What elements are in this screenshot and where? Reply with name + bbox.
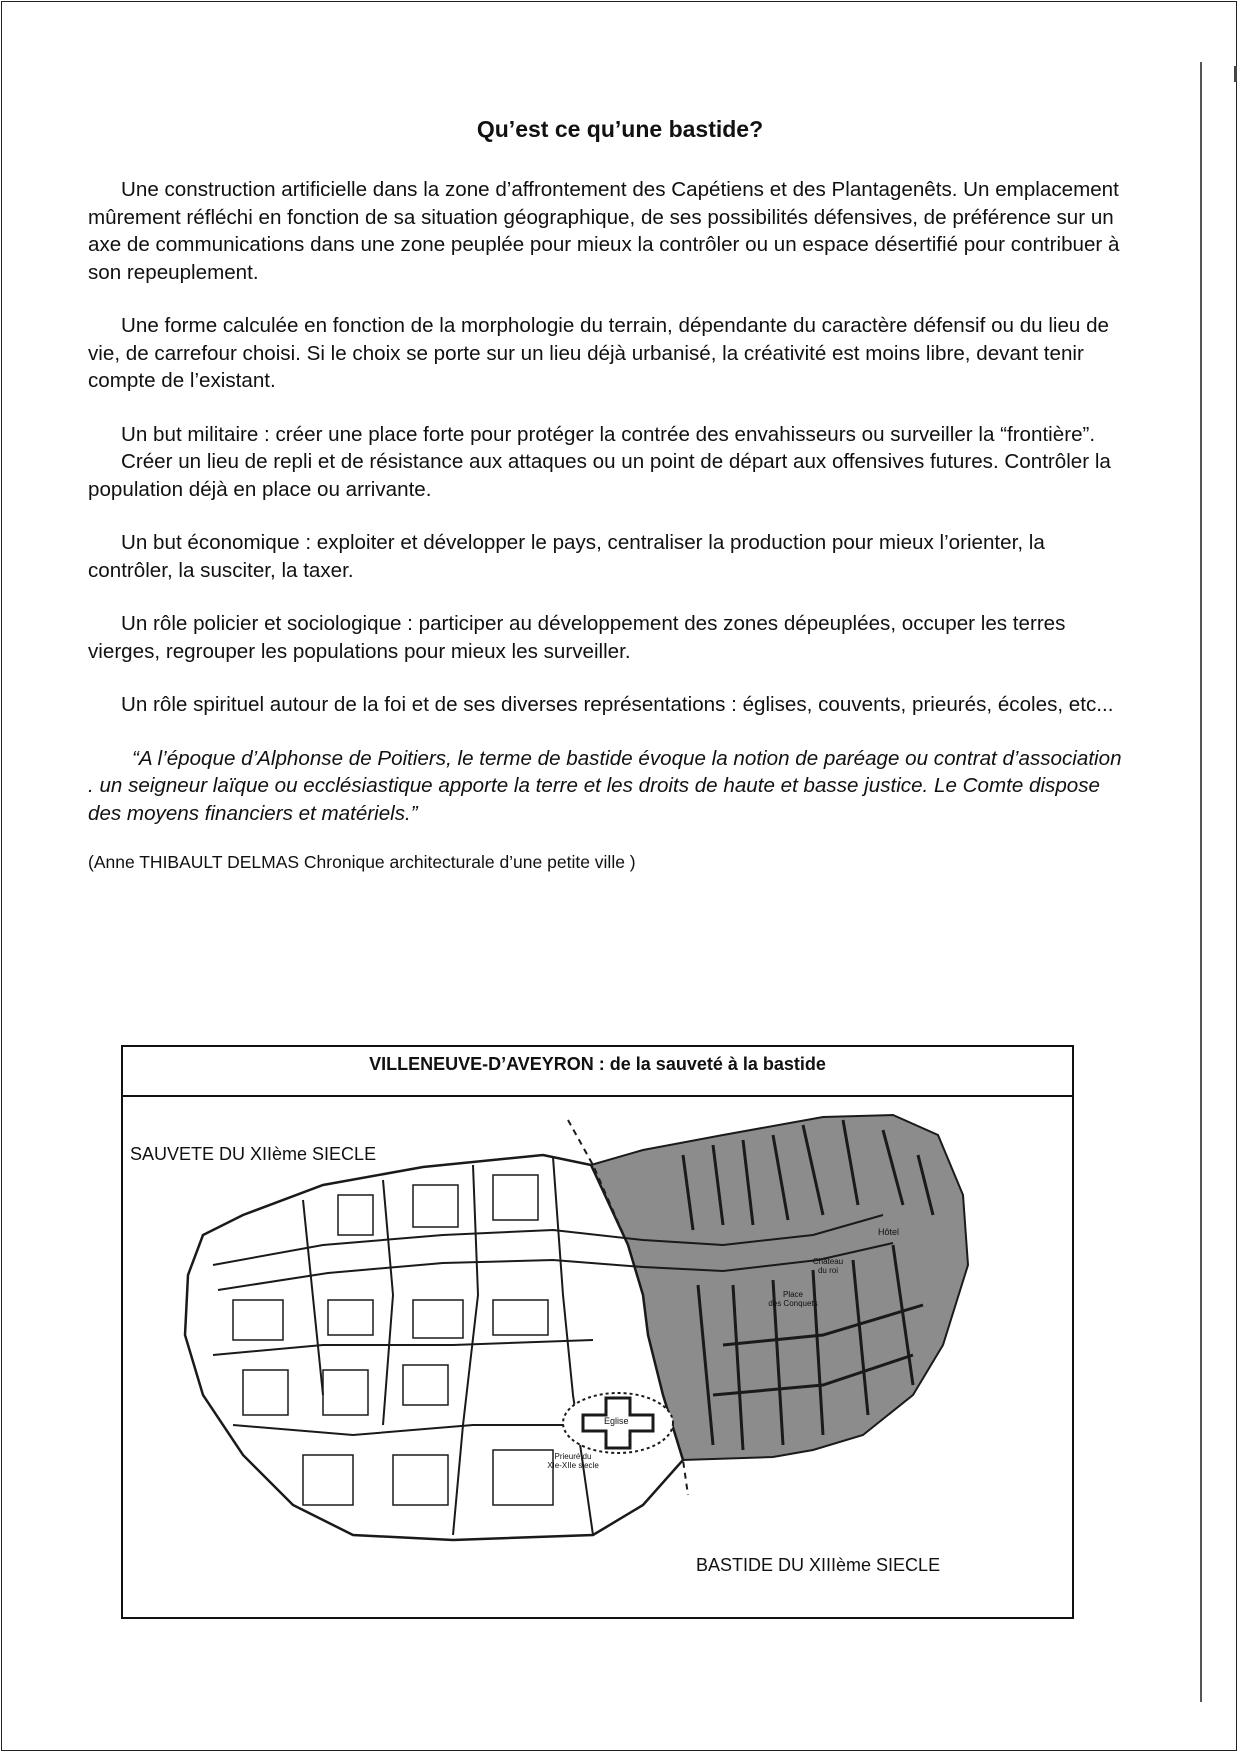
label-sauvete: SAUVETE DU XIIème SIECLE bbox=[130, 1144, 377, 1164]
paragraph-forme: Une forme calculée en fonction de la morphologie du terrain, dépendante du caractère défensif ou du lieu de vie, de carrefour choisi. Si le choix se porte sur un lieu déjà urbanisé, la créativité est moins libre, devant tenir compte de l’existant. bbox=[88, 314, 1110, 392]
map-figure bbox=[121, 1045, 1074, 1619]
label-place: Place des Conquets bbox=[768, 1290, 818, 1308]
scan-edge-mark bbox=[1234, 66, 1237, 82]
map-title: VILLENEUVE-D’AVEYRON : de la sauveté à la bastide bbox=[123, 1047, 1072, 1097]
label-eglise: Eglise bbox=[604, 1416, 629, 1426]
label-hotel: Hôtel bbox=[878, 1227, 900, 1237]
body-text bbox=[88, 176, 1128, 903]
label-chateau: Château du roi bbox=[812, 1257, 844, 1275]
paragraph-repli: Créer un lieu de repli et de résistance aux attaques ou un point de départ aux offensives futures. Contrôler la population déjà en place ou arrivante. bbox=[88, 450, 1111, 501]
quote-alphonse: “A l’époque d’Alphonse de Poitiers, le terme de bastide évoque la notion de paréage ou contrat d’association . un seigneur laïque ou ecclésiastique apporte la terre et les droits de haute et basse justice. Le Comte dispose des moyens financiers et matériels.” bbox=[88, 746, 1122, 825]
label-bastide: BASTIDE DU XIIIème SIECLE bbox=[696, 1555, 941, 1575]
paragraph-role-spirituel: Un rôle spirituel autour de la foi et de ses diverses représentations : églises, couvents, prieurés, écoles, etc... bbox=[121, 693, 1114, 716]
paragraph-role-policier: Un rôle policier et sociologique : participer au développement des zones dépeuplées, occuper les terres vierges, regrouper les populations pour mieux les surveiller. bbox=[88, 612, 1066, 663]
paragraph-but-economique: Un but économique : exploiter et développer le pays, centraliser la production pour mieux l’orienter, la contrôler, la susciter, la taxer. bbox=[88, 531, 1045, 582]
scan-edge-line bbox=[1200, 62, 1202, 1702]
paragraph-but-militaire: Un but militaire : créer une place forte pour protéger la contrée des envahisseurs ou surveiller la “frontière”. bbox=[121, 422, 1096, 446]
quote-source: (Anne THIBAULT DELMAS Chronique architecturale d’une petite ville ) bbox=[88, 852, 636, 872]
label-prieure: Prieuré du XIe-XIIe siecle bbox=[547, 1452, 599, 1470]
page-title: Qu’est ce qu’une bastide? bbox=[476, 116, 764, 142]
sauvete-zone bbox=[185, 1155, 683, 1540]
paragraph-construction: Une construction artificielle dans la zone d’affrontement des Capétiens et des Plantagenêts. Un emplacement mûrement réfléchi en fonction de sa situation géographique, de ses possibilités défensives, de préférence sur un axe de communications dans une zone peuplée pour mieux la contrôler ou un espace désertifié pour contribuer à son repeuplement. bbox=[88, 178, 1120, 284]
town-plan bbox=[123, 1095, 1072, 1617]
